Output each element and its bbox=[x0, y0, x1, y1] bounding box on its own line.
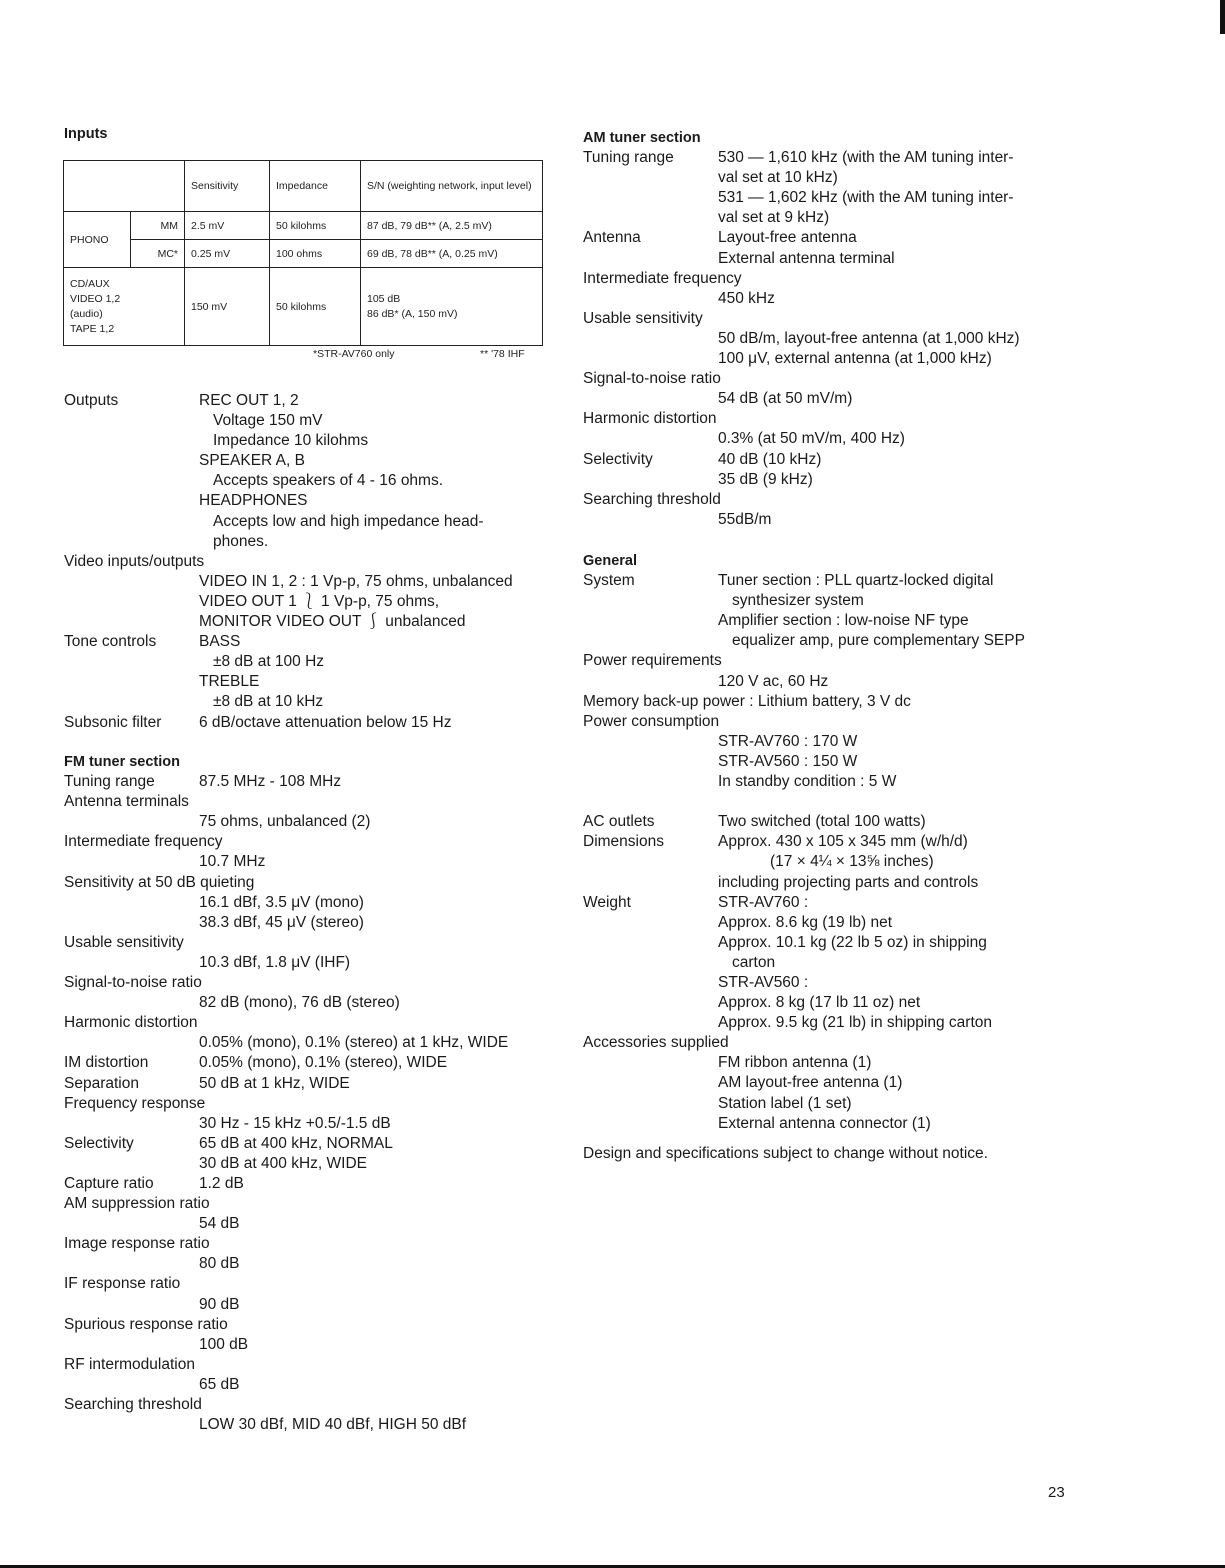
mc-sn: 69 dB, 78 dB** (A, 0.25 mV) bbox=[361, 240, 543, 268]
spec-value: 55dB/m bbox=[718, 510, 772, 528]
line-sensitivity: 150 mV bbox=[185, 268, 270, 346]
spec-row bbox=[583, 269, 1083, 289]
spec-row bbox=[583, 188, 1083, 208]
spec-label: Harmonic distortion bbox=[64, 1014, 198, 1032]
spec-value: carton bbox=[732, 953, 776, 971]
spec-value: FM ribbon antenna (1) bbox=[718, 1054, 872, 1072]
spec-label: Outputs bbox=[64, 392, 119, 409]
page-number: 23 bbox=[1048, 1484, 1065, 1501]
spec-row bbox=[583, 893, 1083, 913]
spec-row bbox=[583, 732, 1083, 752]
spec-row bbox=[64, 893, 564, 913]
spec-row bbox=[583, 611, 1083, 631]
spec-value: 82 dB (mono), 76 dB (stereo) bbox=[199, 994, 400, 1012]
fm-heading: FM tuner section bbox=[64, 754, 181, 770]
spec-row bbox=[64, 692, 564, 712]
spec-row bbox=[64, 612, 564, 632]
spec-row bbox=[64, 1074, 564, 1094]
spec-row bbox=[64, 1335, 564, 1355]
spec-row bbox=[64, 1274, 564, 1294]
spec-row bbox=[64, 451, 564, 471]
spec-row bbox=[583, 309, 1083, 329]
spec-value: 87.5 MHz - 108 MHz bbox=[199, 773, 342, 791]
spec-label: RF intermodulation bbox=[64, 1355, 195, 1373]
spec-row bbox=[583, 409, 1083, 429]
spec-row bbox=[64, 431, 564, 451]
spec-value: VIDEO OUT 1 ⎱ 1 Vp-p, 75 ohms, bbox=[199, 592, 440, 610]
mc-label: MC* bbox=[130, 240, 185, 268]
spec-row bbox=[583, 672, 1083, 692]
inputs-row-mm bbox=[64, 212, 543, 240]
spec-value: 90 dB bbox=[199, 1295, 240, 1313]
spec-value: 54 dB bbox=[199, 1215, 240, 1233]
spec-label: Signal-to-noise ratio bbox=[583, 370, 721, 388]
mc-sensitivity: 0.25 mV bbox=[185, 240, 270, 268]
spec-row bbox=[64, 1134, 564, 1154]
spec-row bbox=[583, 651, 1083, 671]
spec-value: 80 dB bbox=[199, 1255, 240, 1273]
inputs-heading: Inputs bbox=[64, 126, 108, 142]
inputs-row-mc bbox=[64, 240, 543, 268]
spec-row bbox=[583, 953, 1083, 973]
general-heading: General bbox=[583, 553, 637, 569]
spec-label: Searching threshold bbox=[583, 490, 721, 508]
spec-row bbox=[64, 1154, 564, 1174]
spec-value: SPEAKER A, B bbox=[199, 452, 305, 470]
spec-value: ±8 dB at 10 kHz bbox=[213, 693, 324, 711]
spec-value: Approx. 10.1 kg (22 lb 5 oz) in shipping bbox=[718, 933, 987, 951]
spec-value: 120 V ac, 60 Hz bbox=[718, 672, 829, 690]
spec-row bbox=[64, 873, 564, 893]
spec-row bbox=[583, 1013, 1083, 1033]
spec-value: 38.3 dBf, 45 μV (stereo) bbox=[199, 913, 364, 931]
footer-note: Design and specifications subject to change without notice. bbox=[583, 1144, 988, 1162]
spec-value: TREBLE bbox=[199, 673, 260, 691]
spec-row bbox=[583, 369, 1083, 389]
spec-value: HEADPHONES bbox=[199, 492, 308, 510]
spec-value: 75 ohms, unbalanced (2) bbox=[199, 813, 371, 831]
spec-row bbox=[64, 491, 564, 511]
spec-value: 450 kHz bbox=[718, 289, 775, 307]
spec-value: ±8 dB at 100 Hz bbox=[213, 653, 325, 671]
spec-label: Sensitivity at 50 dB quieting bbox=[64, 873, 255, 891]
spec-value: STR-AV560 : bbox=[718, 973, 809, 991]
spec-row bbox=[583, 973, 1083, 993]
spec-row bbox=[64, 652, 564, 672]
spec-value: Approx. 430 x 105 x 345 mm (w/h/d) bbox=[718, 833, 968, 851]
spec-value: Approx. 8 kg (17 lb 11 oz) net bbox=[718, 994, 921, 1012]
spec-label: Harmonic distortion bbox=[583, 410, 717, 428]
spec-label: Frequency response bbox=[64, 1094, 206, 1112]
spec-label: Dimensions bbox=[583, 833, 664, 851]
spec-row bbox=[583, 752, 1083, 772]
spec-row bbox=[64, 572, 564, 592]
spec-value: val set at 10 kHz) bbox=[718, 169, 838, 187]
spec-value: 54 dB (at 50 mV/m) bbox=[718, 390, 853, 408]
spec-value: Impedance 10 kilohms bbox=[213, 432, 369, 450]
spec-value: REC OUT 1, 2 bbox=[199, 392, 299, 409]
spec-label: Tone controls bbox=[64, 633, 157, 651]
spec-row bbox=[64, 772, 564, 792]
spec-value: 50 dB/m, layout-free antenna (at 1,000 kHz) bbox=[718, 329, 1020, 347]
spec-value: Accepts speakers of 4 - 16 ohms. bbox=[213, 472, 444, 490]
spec-value: External antenna connector (1) bbox=[718, 1114, 931, 1132]
am-section bbox=[583, 128, 1083, 530]
spec-value: val set at 9 kHz) bbox=[718, 209, 830, 227]
spec-row bbox=[64, 713, 564, 733]
spec-value: 30 Hz - 15 kHz +0.5/-1.5 dB bbox=[199, 1114, 391, 1132]
mm-label: MM bbox=[130, 212, 185, 240]
spec-row bbox=[583, 591, 1083, 611]
spec-row bbox=[583, 168, 1083, 188]
left-spec-list bbox=[64, 391, 564, 733]
spec-row bbox=[64, 592, 564, 612]
spec-label: Accessories supplied bbox=[583, 1034, 729, 1052]
spec-value: 0.05% (mono), 0.1% (stereo) at 1 kHz, WIDE bbox=[199, 1034, 509, 1052]
spec-value: 30 dB at 400 kHz, WIDE bbox=[199, 1154, 367, 1172]
spec-row bbox=[583, 510, 1083, 530]
spec-value: STR-AV760 : 170 W bbox=[718, 732, 858, 750]
spec-row bbox=[64, 1315, 564, 1335]
spec-label: System bbox=[583, 572, 635, 590]
spec-value: 50 dB at 1 kHz, WIDE bbox=[199, 1074, 350, 1092]
spec-label: Antenna terminals bbox=[64, 793, 189, 811]
spec-row bbox=[64, 1013, 564, 1033]
spec-row bbox=[64, 552, 564, 572]
spec-row bbox=[64, 812, 564, 832]
spec-value: phones. bbox=[213, 532, 269, 550]
spec-row bbox=[64, 632, 564, 652]
spec-row bbox=[64, 1214, 564, 1234]
table-footnote-1: *STR-AV760 only bbox=[313, 348, 395, 360]
spec-value: equalizer amp, pure complementary SEPP bbox=[732, 632, 1025, 650]
spec-row bbox=[64, 1194, 564, 1214]
spec-row bbox=[583, 349, 1083, 369]
spec-row bbox=[583, 1073, 1083, 1093]
spec-value: Layout-free antenna bbox=[718, 229, 857, 247]
spec-value: 0.05% (mono), 0.1% (stereo), WIDE bbox=[199, 1054, 448, 1072]
spec-label: Power requirements bbox=[583, 652, 722, 670]
spec-value: 6 dB/octave attenuation below 15 Hz bbox=[199, 713, 452, 731]
spec-row bbox=[583, 631, 1083, 651]
spec-row bbox=[583, 1053, 1083, 1073]
spec-label: Intermediate frequency bbox=[583, 269, 742, 287]
spec-value: synthesizer system bbox=[732, 592, 864, 610]
spec-row bbox=[64, 1234, 564, 1254]
spec-label: Tuning range bbox=[64, 773, 155, 791]
table-footnote-2: ** '78 IHF bbox=[480, 348, 525, 360]
spec-row bbox=[64, 792, 564, 812]
spec-value: In standby condition : 5 W bbox=[718, 773, 897, 791]
spec-row bbox=[64, 1114, 564, 1134]
spec-value: LOW 30 dBf, MID 40 dBf, HIGH 50 dBf bbox=[199, 1416, 467, 1434]
fm-section bbox=[64, 752, 564, 1435]
spec-row bbox=[583, 873, 1083, 893]
spec-row bbox=[583, 450, 1083, 470]
spec-label: IM distortion bbox=[64, 1054, 149, 1072]
spec-row bbox=[583, 329, 1083, 349]
spec-row bbox=[64, 1033, 564, 1053]
spec-value: 1.2 dB bbox=[199, 1174, 244, 1192]
spec-label: Searching threshold bbox=[64, 1396, 202, 1413]
spec-value: including projecting parts and controls bbox=[718, 873, 979, 891]
spec-row bbox=[64, 532, 564, 552]
spec-label: IF response ratio bbox=[64, 1275, 181, 1293]
spec-row bbox=[64, 933, 564, 953]
spec-label: Usable sensitivity bbox=[583, 309, 703, 327]
header-sensitivity: Sensitivity bbox=[185, 161, 270, 212]
spec-value: 40 dB (10 kHz) bbox=[718, 450, 822, 468]
am-spec-list bbox=[583, 148, 1083, 530]
spec-value: External antenna terminal bbox=[718, 249, 895, 267]
spec-label: Selectivity bbox=[64, 1134, 134, 1152]
spec-row bbox=[583, 289, 1083, 309]
spec-row bbox=[583, 993, 1083, 1013]
mm-sn: 87 dB, 79 dB** (A, 2.5 mV) bbox=[361, 212, 543, 240]
spec-row bbox=[64, 1174, 564, 1194]
spec-value: VIDEO IN 1, 2 : 1 Vp-p, 75 ohms, unbalanced bbox=[199, 572, 513, 590]
spec-row bbox=[64, 1395, 564, 1415]
spec-value: (17 × 4¼ × 13⅝ inches) bbox=[770, 853, 934, 871]
spec-row bbox=[583, 571, 1083, 591]
spec-row bbox=[583, 812, 1083, 832]
spec-row bbox=[64, 1375, 564, 1395]
fm-spec-list bbox=[64, 772, 564, 1435]
spec-row bbox=[583, 429, 1083, 449]
spec-value: 531 — 1,602 kHz (with the AM tuning inter- bbox=[718, 189, 1014, 207]
spec-label: Subsonic filter bbox=[64, 713, 162, 731]
spec-row bbox=[583, 1114, 1083, 1134]
spec-row bbox=[64, 913, 564, 933]
spec-label: AM suppression ratio bbox=[64, 1195, 210, 1213]
spec-row bbox=[583, 772, 1083, 792]
spec-row bbox=[64, 1295, 564, 1315]
am-heading: AM tuner section bbox=[583, 130, 701, 146]
spec-value: 530 — 1,610 kHz (with the AM tuning inter- bbox=[718, 149, 1014, 167]
spec-row bbox=[583, 1033, 1083, 1053]
spec-value: Two switched (total 100 watts) bbox=[718, 813, 926, 831]
spec-row bbox=[64, 953, 564, 973]
spec-value: Station label (1 set) bbox=[718, 1094, 852, 1112]
spec-label: Usable sensitivity bbox=[64, 933, 184, 951]
inputs-header-row bbox=[64, 161, 543, 212]
spec-row bbox=[583, 148, 1083, 168]
spec-label: AC outlets bbox=[583, 813, 655, 831]
mm-impedance: 50 kilohms bbox=[270, 212, 361, 240]
spec-row bbox=[64, 973, 564, 993]
scan-edge-mark bbox=[1220, 0, 1225, 34]
spec-row bbox=[64, 1254, 564, 1274]
spec-row bbox=[64, 672, 564, 692]
spec-value: 65 dB at 400 kHz, NORMAL bbox=[199, 1134, 393, 1152]
header-impedance: Impedance bbox=[270, 161, 361, 212]
spec-row bbox=[64, 993, 564, 1013]
spec-value: Voltage 150 mV bbox=[213, 412, 323, 430]
spec-label: Signal-to-noise ratio bbox=[64, 974, 202, 992]
spec-label: Antenna bbox=[583, 229, 641, 247]
line-inputs-label: CD/AUX VIDEO 1,2 (audio) TAPE 1,2 bbox=[64, 268, 185, 346]
spec-row bbox=[583, 933, 1083, 953]
spec-value: 65 dB bbox=[199, 1375, 240, 1393]
spec-value: 100 dB bbox=[199, 1335, 249, 1353]
spec-row bbox=[583, 692, 1083, 712]
phono-label: PHONO bbox=[64, 212, 131, 268]
spec-value: 35 dB (9 kHz) bbox=[718, 470, 813, 488]
inputs-table bbox=[63, 160, 543, 346]
mc-impedance: 100 ohms bbox=[270, 240, 361, 268]
spec-label: Separation bbox=[64, 1074, 139, 1092]
spec-row bbox=[64, 391, 564, 411]
spec-value: Tuner section : PLL quartz-locked digital bbox=[718, 572, 994, 590]
spec-row bbox=[583, 712, 1083, 732]
spec-row bbox=[64, 411, 564, 431]
spec-row bbox=[583, 208, 1083, 228]
spec-row bbox=[583, 470, 1083, 490]
spec-value: 0.3% (at 50 mV/m, 400 Hz) bbox=[718, 430, 905, 448]
spec-label: Spurious response ratio bbox=[64, 1315, 228, 1333]
spec-value: 10.7 MHz bbox=[199, 853, 266, 871]
spec-value: BASS bbox=[199, 633, 241, 651]
spec-row bbox=[64, 471, 564, 491]
spec-value: STR-AV760 : bbox=[718, 893, 809, 911]
line-impedance: 50 kilohms bbox=[270, 268, 361, 346]
spec-row bbox=[64, 1053, 564, 1073]
spec-row bbox=[64, 832, 564, 852]
spec-row bbox=[583, 1094, 1083, 1114]
spec-row bbox=[583, 228, 1083, 248]
spec-row bbox=[64, 512, 564, 532]
spec-value: Approx. 9.5 kg (21 lb) in shipping carton bbox=[718, 1014, 992, 1032]
spec-row bbox=[583, 792, 1083, 812]
spec-value: Amplifier section : low-noise NF type bbox=[718, 612, 969, 630]
spec-label: Video inputs/outputs bbox=[64, 552, 205, 570]
spec-label: Weight bbox=[583, 893, 631, 911]
spec-label: Tuning range bbox=[583, 149, 674, 167]
spec-value: Approx. 8.6 kg (19 lb) net bbox=[718, 913, 893, 931]
general-spec-list bbox=[583, 571, 1083, 1134]
spec-value: 10.3 dBf, 1.8 μV (IHF) bbox=[199, 953, 351, 971]
spec-label: Selectivity bbox=[583, 450, 653, 468]
spec-row bbox=[583, 832, 1083, 852]
spec-row bbox=[64, 1094, 564, 1114]
spec-row bbox=[64, 1355, 564, 1375]
spec-value: AM layout-free antenna (1) bbox=[718, 1074, 903, 1092]
line-sn: 105 dB 86 dB* (A, 150 mV) bbox=[361, 268, 543, 346]
spec-row bbox=[64, 1415, 564, 1435]
inputs-row-line bbox=[64, 268, 543, 346]
header-sn: S/N (weighting network, input level) bbox=[361, 161, 543, 212]
spec-row bbox=[583, 490, 1083, 510]
spec-value: STR-AV560 : 150 W bbox=[718, 752, 858, 770]
spec-value: Accepts low and high impedance head- bbox=[213, 512, 484, 530]
spec-label: Memory back-up power : Lithium battery, 3 V dc bbox=[583, 692, 911, 710]
spec-row bbox=[583, 249, 1083, 269]
spec-label: Intermediate frequency bbox=[64, 833, 223, 851]
spec-row bbox=[64, 852, 564, 872]
mm-sensitivity: 2.5 mV bbox=[185, 212, 270, 240]
spec-label: Power consumption bbox=[583, 712, 720, 730]
spec-value: MONITOR VIDEO OUT ⎰ unbalanced bbox=[199, 613, 466, 631]
spec-label: Image response ratio bbox=[64, 1235, 210, 1253]
general-section bbox=[583, 551, 1083, 1164]
spec-row bbox=[583, 389, 1083, 409]
spec-row bbox=[583, 913, 1083, 933]
spec-row bbox=[583, 852, 1083, 872]
spec-label: Capture ratio bbox=[64, 1174, 154, 1192]
spec-value: 16.1 dBf, 3.5 μV (mono) bbox=[199, 893, 364, 911]
spec-value: 100 μV, external antenna (at 1,000 kHz) bbox=[718, 350, 992, 368]
